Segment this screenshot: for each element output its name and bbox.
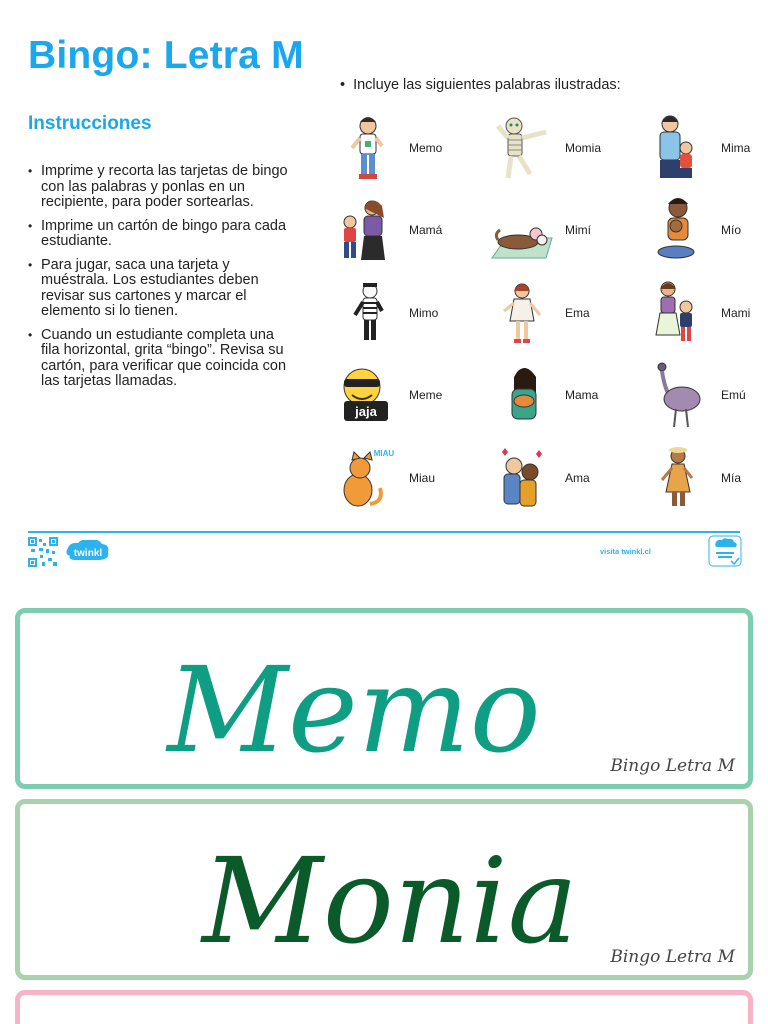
hugging-pair-illustration-icon — [486, 442, 556, 516]
word-label: Ema — [565, 306, 590, 320]
hug-illustration-icon — [642, 112, 712, 186]
instruction-item: • Imprime un cartón de bingo para cada estudiante. — [28, 219, 290, 250]
word-label: Miau — [409, 471, 436, 485]
word-label: Mimí — [565, 223, 591, 237]
word-label: Mía — [721, 471, 742, 485]
bullet-icon: • — [340, 77, 346, 93]
instructions-heading: Instrucciones — [28, 113, 152, 134]
word-label: Mamá — [409, 223, 443, 237]
word-item-mio — [642, 190, 768, 270]
word-item-mami — [642, 273, 768, 353]
bingo-card-memo — [15, 608, 753, 789]
word-label: Ama — [565, 471, 590, 485]
words-intro-text: Incluye las siguientes palabras ilustradas: — [353, 77, 621, 93]
mother-kid-walk-illustration-icon — [642, 277, 712, 351]
card-footer-label: Bingo Letra M — [610, 947, 735, 967]
word-label: Mima — [721, 141, 751, 155]
word-item-ama — [486, 438, 636, 518]
word-item-ema — [486, 273, 636, 353]
instruction-item: • Cuando un estudiante completa una fila horizontal, grita “bingo”. Revisa su cartón, para verificar que coincida con las tarjetas llamadas. — [28, 328, 290, 390]
page-title: Bingo: Letra M — [28, 34, 304, 77]
footer-divider — [28, 531, 740, 533]
card-footer-label: Bingo Letra M — [610, 756, 735, 776]
card-word: Memo — [167, 641, 541, 779]
boy-illustration-icon — [330, 112, 400, 186]
word-label: Mío — [721, 223, 742, 237]
emoji-jaja-illustration-icon — [330, 359, 400, 433]
word-item-momia — [486, 108, 636, 188]
woman-baby-illustration-icon — [486, 359, 556, 433]
mime-illustration-icon — [330, 277, 400, 351]
bingo-card-monia — [15, 799, 753, 980]
word-item-mimi — [486, 190, 636, 270]
bingo-card-partial — [15, 990, 753, 1024]
child-teddy-illustration-icon — [642, 194, 712, 268]
mummy-illustration-icon — [486, 112, 556, 186]
word-item-emu — [642, 355, 768, 435]
word-label: Mimo — [409, 306, 439, 320]
word-label: Mama — [565, 388, 599, 402]
word-item-mima — [642, 108, 768, 188]
qr-code-icon — [28, 537, 58, 567]
word-item-meme — [330, 355, 480, 435]
word-item-mimo — [330, 273, 480, 353]
word-item-mia — [642, 438, 768, 518]
word-label: Mami — [721, 306, 751, 320]
words-intro — [340, 77, 621, 93]
word-label: Memo — [409, 141, 443, 155]
twinkl-logo-text: twinkl — [73, 548, 103, 559]
instructions-list — [28, 164, 290, 398]
card-word: Monia — [202, 832, 578, 970]
word-label: Momia — [565, 141, 602, 155]
girl-illustration-icon — [486, 277, 556, 351]
word-item-memo — [330, 108, 480, 188]
word-grid — [330, 108, 760, 508]
instruction-item: • Para jugar, saca una tarjeta y muéstrala. Los estudiantes deben revisar sus cartones y marcar el elemento si lo tienen. — [28, 258, 290, 320]
girl-dress-illustration-icon — [642, 442, 712, 516]
cat-lying-illustration-icon — [486, 194, 556, 268]
emu-illustration-icon — [642, 359, 712, 433]
twinkl-logo-icon — [64, 540, 112, 566]
svg-text:jaja: jaja — [355, 404, 377, 419]
word-label: Emú — [721, 388, 746, 402]
word-item-mama — [330, 190, 480, 270]
svg-text:MIAU: MIAU — [373, 449, 395, 458]
meowing-cat-illustration-icon — [330, 442, 400, 516]
quality-badge-icon — [708, 535, 742, 567]
mother-child-illustration-icon — [330, 194, 400, 268]
word-item-mama-2 — [486, 355, 636, 435]
word-label: Meme — [409, 388, 443, 402]
instruction-item: • Imprime y recorta las tarjetas de bingo con las palabras y ponlas en un recipiente, para poder sortearlas. — [28, 164, 290, 211]
visit-link[interactable]: visita twinkl.cl — [600, 547, 651, 556]
word-item-miau — [330, 438, 480, 518]
